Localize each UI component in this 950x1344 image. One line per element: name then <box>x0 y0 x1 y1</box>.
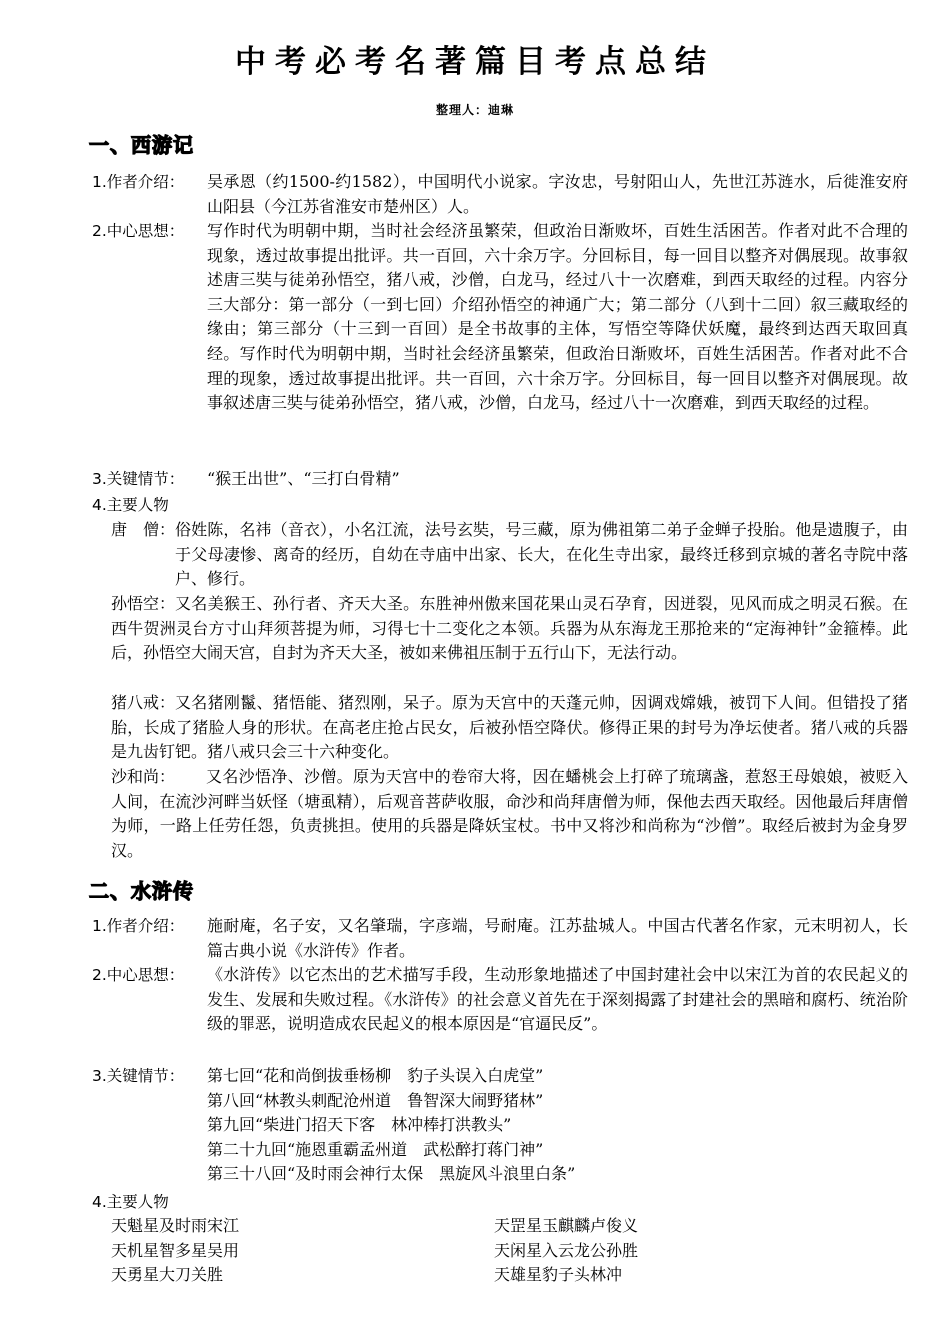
plot-label: 3.关键情节： <box>92 470 185 488</box>
character-name: 唐 僧： <box>111 520 176 539</box>
theme-label: 2.中心思想： <box>92 222 185 240</box>
plot-chapter: 第九回“柴进门招天下客 林冲棒打洪教头” <box>207 1115 512 1135</box>
character-entry <box>111 592 908 666</box>
character-desc: 又名美猴王、孙行者、齐天大圣。东胜神州傲来国花果山灵石孕育，因迸裂，见风而成之明灵石猴。在西牛贺洲灵台方寸山拜须菩提为师，习得七十二变化之本领。兵器为从东海龙王那抢来的“定海神针”金箍棒。此后，孙悟空大闹天宫，自封为齐天大圣，被如来佛祖压制于五行山下，无法行动。 <box>111 594 908 663</box>
character-entry <box>111 691 908 765</box>
section-heading-shuihuzhuan: 二、水浒传 <box>89 879 194 903</box>
hero-row <box>111 1239 911 1264</box>
plot-label: 3.关键情节： <box>92 1067 185 1085</box>
xiyouji-theme <box>92 219 908 416</box>
shuihu-author <box>92 914 908 963</box>
plot-chapter: 第二十九回“施恩重霸孟州道 武松醉打蒋门神” <box>207 1139 544 1159</box>
hero-row <box>111 1214 911 1239</box>
characters-label: 4.主要人物 <box>92 1193 169 1211</box>
hero-name: 天罡星玉麒麟卢俊义 <box>494 1216 639 1235</box>
characters-label: 4.主要人物 <box>92 496 169 514</box>
character-entry <box>111 765 908 863</box>
author-label: 1.作者介绍： <box>92 173 185 191</box>
theme-label: 2.中心思想： <box>92 966 185 984</box>
plot-chapter: 第八回“林教头刺配沧州道 鲁智深大闹野猪林” <box>207 1090 544 1110</box>
author-label: 1.作者介绍： <box>92 917 185 935</box>
shuihu-theme <box>92 963 908 1037</box>
character-entry <box>111 518 908 592</box>
character-name: 孙悟空： <box>111 594 176 613</box>
character-desc: 俗姓陈，名祎（音衣），小名江流，法号玄奘，号三藏，原为佛祖第二弟子金蝉子投胎。他是遗腹子，由于父母凄惨、离奇的经历，自幼在寺庙中出家、长大，在化生寺出家，最终迁移到京城的著名寺院中落户、修行。 <box>175 520 908 589</box>
hero-name: 天勇星大刀关胜 <box>111 1265 224 1285</box>
xiyouji-author <box>92 170 908 219</box>
character-desc: 又名猪刚鬣、猪悟能、猪烈刚，呆子。原为天宫中的天蓬元帅，因调戏嫦娥，被罚下人间。但错投了猪胎，长成了猪脸人身的形状。在高老庄抢占民女，后被孙悟空降伏。修得正果的封号为净坛使者。猪八戒的兵器是九齿钉钯。猪八戒只会三十六种变化。 <box>111 693 908 762</box>
plot-text: “猴王出世”、“三打白骨精” <box>207 469 400 488</box>
hero-name: 天雄星豹子头林冲 <box>494 1265 623 1285</box>
hero-name: 天魁星及时雨宋江 <box>111 1216 240 1235</box>
compiler-credit: 整理人：迪琳 <box>435 103 514 117</box>
character-name: 猪八戒： <box>111 693 176 712</box>
character-desc: 又名沙悟净、沙僧。原为天宫中的卷帘大将，因在蟠桃会上打碎了琉璃盏，惹怒王母娘娘，被贬入人间，在流沙河畔当妖怪（塘虱精），后观音菩萨收服，命沙和尚拜唐僧为师，保他去西天取经。因他最后拜唐僧为师，一路上任劳任怨，负责挑担。使用的兵器是降妖宝杖。书中又将沙和尚称为“沙僧”。取经后被封为金身罗汉。 <box>111 767 908 860</box>
section-heading-xiyouji: 一、西游记 <box>89 133 194 157</box>
xiyouji-plot <box>92 467 908 492</box>
character-name: 沙和尚： <box>111 767 176 786</box>
hero-name: 天机星智多星吴用 <box>111 1240 240 1260</box>
plot-chapter: 第七回“花和尚倒拔垂杨柳 豹子头误入白虎堂” <box>207 1066 544 1085</box>
shuihu-plot <box>92 1064 908 1187</box>
page-title: 中考必考名著篇目考点总结 <box>235 44 715 80</box>
theme-text: 写作时代为明朝中期，当时社会经济虽繁荣，但政治日渐败坏，百姓生活困苦。作者对此不合理的现象，透过故事提出批评。共一百回，六十余万字。分回标目，每一回目以整齐对偶展现。故事叙述唐三奘与徒弟孙悟空，猪八戒，沙僧，白龙马，经过八十一次磨难，到西天取经的过程。内容分三大部分：第一部分（一到七回）介绍孙悟空的神通广大；第二部分（八到十二回）叙三藏取经的缘由；第三部分（十三到一百回）是全书故事的主体，写悟空等降伏妖魔，最终到达西天取回真经。写作时代为明朝中期，当时社会经济虽繁荣，但政治日渐败坏，百姓生活困苦。作者对此不合理的现象，透过故事提出批评。共一百回，六十余万字。分回标目，每一回目以整齐对偶展现。故事叙述唐三奘与徒弟孙悟空，猪八戒，沙僧，白龙马，经过八十一次磨难，到西天取经的过程。 <box>207 221 908 413</box>
theme-text: 《水浒传》以它杰出的艺术描写手段，生动形象地描述了中国封建社会中以宋江为首的农民起义的发生、发展和失败过程。《水浒传》的社会意义首先在于深刻揭露了封建社会的黑暗和腐朽、统治阶级的罪恶，说明造成农民起义的根本原因是“官逼民反”。 <box>207 965 908 1034</box>
hero-list <box>111 1214 911 1288</box>
author-text: 施耐庵，名子安，又名肇瑞，字彦端，号耐庵。江苏盐城人。中国古代著名作家，元末明初人，长篇古典小说《水浒传》作者。 <box>207 916 908 960</box>
hero-name: 天闲星入云龙公孙胜 <box>494 1240 639 1260</box>
author-text: 吴承恩（约1500-约1582），中国明代小说家。字汝忠，号射阳山人，先世江苏涟水，后徙淮安府山阳县（今江苏省淮安市楚州区）人。 <box>207 172 908 216</box>
hero-row <box>111 1263 911 1288</box>
plot-chapter: 第三十八回“及时雨会神行太保 黑旋风斗浪里白条” <box>207 1164 576 1184</box>
